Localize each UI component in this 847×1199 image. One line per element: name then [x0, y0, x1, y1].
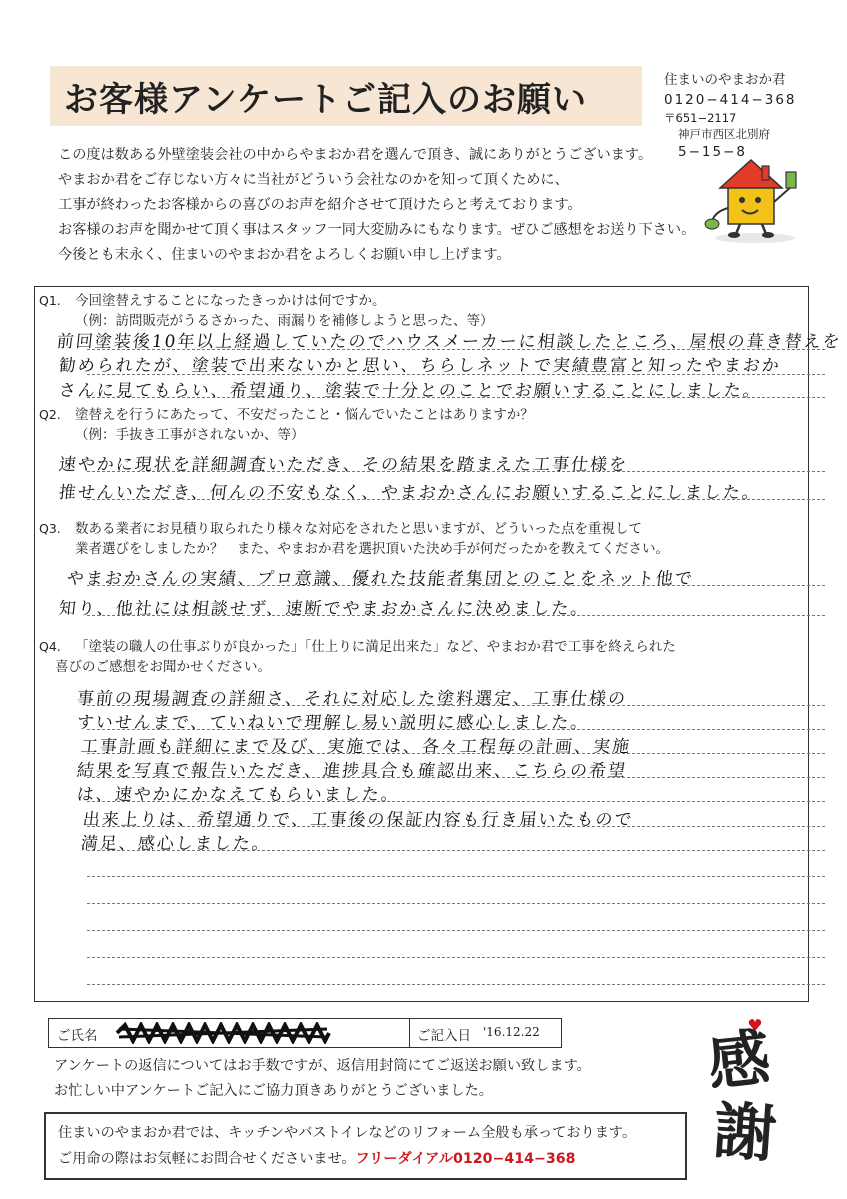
answer-handwriting: やまおかさんの実績、プロ意識、優れた技能者集団とのことをネット他で [65, 569, 695, 589]
question-1 [39, 291, 494, 331]
question-number: Q4. [39, 639, 61, 654]
answer-handwriting: は、速やかにかなえてもらいました。 [75, 785, 401, 805]
answer-handwriting: 満足、感心しました。 [79, 834, 272, 854]
question-text: 塗替えを行うにあたって、不安だったこと・悩んでいたことはありますか？ [75, 407, 534, 423]
intro-line: お客様のお声を聞かせて頂く事はスタッフ一同大変励みにもなります。ぜひご感想をお送り下さい。 [58, 222, 696, 238]
signature-divider [409, 1019, 410, 1047]
name-label: ご氏名 [57, 1028, 98, 1044]
company-address-2: 5−15−8 [678, 144, 747, 160]
free-dial-number: フリーダイアル0120−414−368 [355, 1151, 576, 1167]
company-postal: 〒651−2117 [664, 111, 737, 125]
answer-handwriting: すいせんまで、ていねいで理解し易い説明に感心しました。 [75, 713, 591, 733]
question-example: （例：手抜き工事がされないか、等） [75, 427, 305, 443]
notice-line-2-text: ご用命の際はお気軽にお問合せくださいませ。 [58, 1151, 356, 1167]
question-3 [39, 519, 669, 559]
question-text: 数ある業者にお見積り取られたり様々な対応をされたと思いますが、どういった点を重視して [75, 521, 642, 537]
question-number: Q3. [39, 521, 61, 536]
company-tel: 0120−414−368 [664, 92, 797, 108]
intro-line: やまおか君をご存じない方々に当社がどういう会社なのかを知って頂くために、 [58, 172, 569, 188]
intro-line: この度は数ある外壁塗装会社の中からやまおか君を選んで頂き、誠にありがとうございます。 [58, 147, 653, 163]
question-text-2: 業者選びをしましたか？ また、やまおか君を選択頂いた決め手が何だったかを教えてください。 [75, 541, 669, 557]
signature-row [48, 1018, 562, 1048]
answer-rule [87, 984, 825, 985]
date-label: ご記入日 [417, 1028, 471, 1044]
redacted-name [115, 1022, 331, 1044]
answer-handwriting: 結果を写真で報告いただき、進捗具合も確認出来、こちらの希望 [75, 761, 629, 781]
answer-handwriting: 前回塗装後10年以上経過していたのでハウスメーカーに相談したところ、屋根の葺き替えを [55, 332, 843, 352]
intro-text [58, 143, 695, 268]
kansha-calligraphy [690, 1010, 810, 1180]
answer-rule [87, 957, 825, 958]
answer-handwriting: 勧められたが、塗装で出来ないかと思い、ちらしネットで実績豊富と知ったやまおか [57, 356, 782, 376]
answer-handwriting: 工事計画も詳細にまで及び、実施では、各々工程毎の計画、実施 [79, 737, 633, 757]
answer-handwriting: 知り、他社には相談せず、速断でやまおかさんに決めました。 [57, 599, 591, 619]
question-number: Q2. [39, 407, 61, 422]
answer-handwriting: 出来上りは、希望通りで、工事後の保証内容も行き届いたもので [81, 810, 635, 830]
question-example: （例：訪問販売がうるさかった、雨漏りを補修しようと思った、等） [75, 313, 494, 329]
closing-line: お忙しい中アンケートご記入にご協力頂きありがとうございました。 [54, 1083, 493, 1099]
page-title: お客様アンケートご記入のお願い [64, 80, 587, 120]
answer-rule [87, 930, 825, 931]
questionnaire-box [34, 286, 843, 1002]
question-text: 今回塗替えすることになったきっかけは何ですか。 [75, 293, 386, 309]
question-2 [39, 405, 534, 445]
question-4 [39, 637, 676, 677]
answer-rule [87, 903, 825, 904]
notice-line-2 [58, 1146, 636, 1172]
date-value: '16.12.22 [483, 1025, 540, 1039]
question-text: 「塗装の職人の仕事ぶりが良かった」「仕上りに満足出来た」など、やまおか君で工事を終えられた [75, 639, 676, 655]
company-address-1: 神戸市西区北別府 [678, 127, 770, 141]
kansha-char-1: 感 [704, 1020, 774, 1101]
answer-rule [87, 876, 825, 877]
closing-text [54, 1054, 591, 1104]
intro-line: 工事が終わったお客様からの喜びのお声を紹介させて頂けたらと考えております。 [58, 197, 582, 213]
answer-handwriting: さんに見てもらい、希望通り、塗装で十分とのことでお願いすることにしました。 [57, 381, 763, 401]
answer-handwriting: 推せんいただき、何んの不安もなく、やまおかさんにお願いすることにしました。 [57, 483, 762, 503]
question-number: Q1. [39, 293, 61, 308]
answer-handwriting: 事前の現場調査の詳細さ、それに対応した塗料選定、工事仕様の [75, 689, 629, 709]
reform-notice-text [58, 1120, 636, 1172]
answer-handwriting: 速やかに現状を詳細調査いただき、その結果を踏まえた工事仕様を [57, 455, 630, 475]
closing-line: アンケートの返信についてはお手数ですが、返信用封筒にてご返送お願い致します。 [54, 1058, 591, 1074]
notice-line-1: 住まいのやまおか君では、キッチンやバストイレなどのリフォーム全般も承っております。 [58, 1125, 637, 1141]
kansha-char-2: 謝 [711, 1093, 779, 1172]
intro-line: 今後とも末永く、住まいのやまおか君をよろしくお願い申し上げます。 [58, 247, 511, 263]
company-name: 住まいのやまおか君 [664, 72, 786, 88]
mascot-house-icon [700, 150, 810, 245]
question-text-2: 喜びのご感想をお聞かせください。 [55, 659, 271, 675]
